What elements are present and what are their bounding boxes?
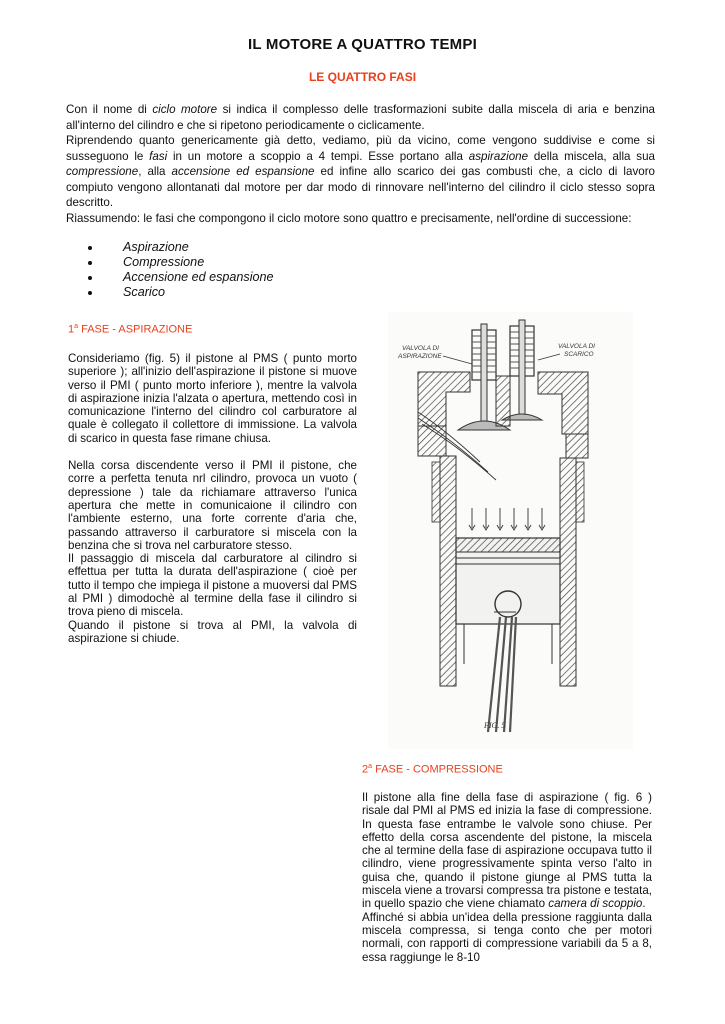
intro-paragraph-1: [66, 102, 655, 133]
cylinder-illustration: [388, 312, 633, 749]
section-heading-text: FASE - COMPRESSIONE: [372, 763, 503, 776]
intake-valve-label-1: VALVOLA DI: [402, 345, 439, 352]
figure-caption: FIG. 5: [484, 721, 506, 730]
connecting-rod: [488, 612, 516, 732]
piston: [456, 538, 560, 664]
page-title: IL MOTORE A QUATTRO TEMPI: [248, 36, 477, 53]
exhaust-valve-label-1: VALVOLA DI: [558, 343, 595, 350]
intro-paragraph-3: Riassumendo: le fasi che compongono il ciclo motore sono quattro e precisamente, nell'ordine di successione:: [66, 211, 632, 225]
intro-p2-emphasis-accensione: accensione ed espansione: [171, 165, 315, 178]
intro-p2-text-e: ed infine allo scarico dei gas combusti che, a ciclo di lavoro compiuto vengono allontanati dal motore per dar modo di rinnovare nell'interno del cilindro il ciclo stesso sopra descritto.: [66, 165, 656, 209]
engine-cylinder-figure: [388, 312, 633, 749]
exhaust-valve-label-2: SCARICO: [564, 351, 594, 358]
intro-p1-text-a: Con il nome di: [66, 103, 153, 116]
section-heading-compressione: [362, 763, 503, 776]
intro-p2-text-d: , alla: [138, 165, 172, 178]
section-heading-aspirazione: [68, 323, 192, 336]
cylinder-head: [418, 372, 588, 458]
intro-p2-text-a: Riprendendo quanto genericamente già detto, vediamo, più da vicino, come vengono suddivise e come si susseguono le: [66, 134, 655, 163]
list-item: Compressione: [88, 255, 274, 270]
section2-p1-text-a: Il pistone alla fine della fase di aspirazione ( fig. 6 ) risale dal PMI al PMS ed inizia la fase di compressione. In questa fase entrambe le valvole sono chiuse. Per effetto della corsa ascendente del pistone, la miscela che al termine della fase di aspirazione occupava tutto il cilindro, viene progressivamente spinta verso l'alto in guisa che, quando il pistone giunge al PMS tutta la miscela viene a trovarsi compressa tra pistone e testata, in quello spazio che viene chiamato: [362, 791, 652, 911]
section-ordinal: a: [368, 763, 373, 770]
section1-text: [68, 352, 357, 645]
intro-p2-text-b: in un motore a scoppio a 4 tempi. Esse portano alla: [167, 149, 469, 163]
section1-paragraph-1: Consideriamo (fig. 5) il pistone al PMS ( punto morto superiore ); all'inizio dell'aspirazione il pistone si muove verso il PMI ( punto morto inferiore ), mentre la valvola di aspirazione inizia l'alzata o apertura, mettendo così in comunicazione l'interno del cilindro col carburatore al quale è collegato il collettore di immissione. La valvola di scarico in questa fase rimane chiusa.: [68, 352, 357, 445]
phases-list: [88, 240, 274, 300]
section2-paragraph-1: [362, 791, 652, 911]
intro-p2-emphasis-compressione: compressione: [66, 165, 139, 178]
downward-arrows: [469, 508, 545, 530]
section-number: 2: [362, 763, 369, 776]
section2-text: [362, 791, 652, 964]
intro-p2-text-c: della miscela, alla sua: [528, 149, 655, 163]
section2-p1-text-b: .: [642, 897, 646, 911]
intake-valve-label-2: ASPIRAZIONE: [398, 353, 442, 360]
list-item: Accensione ed espansione: [88, 270, 274, 285]
section-number: 1: [68, 323, 75, 336]
intro-paragraph-2: [66, 133, 655, 211]
section2-p1-emphasis: camera di scoppio: [548, 897, 643, 911]
intro-p1-emphasis: ciclo motore: [152, 103, 218, 116]
section-heading-text: FASE - ASPIRAZIONE: [78, 323, 193, 336]
intro-p1-text-b: si indica il complesso delle trasformazioni subite dalla miscela di aria e benzina all'interno del cilindro e che si ripetono periodicamente o ciclicamente.: [66, 103, 655, 132]
list-item: Aspirazione: [88, 240, 274, 255]
intro-text: [66, 102, 655, 226]
list-item: Scarico: [88, 285, 274, 300]
intro-p2-emphasis-fasi: fasi: [149, 149, 168, 163]
section1-paragraph-4: Quando il pistone si trova al PMI, la valvola di aspirazione si chiude.: [68, 618, 357, 645]
section1-paragraph-2: Nella corsa discendente verso il PMI il pistone, che corre a perfetta tenuta nrl cilindro, provoca un vuoto ( depressione ) tale da richiamare attraverso l'unica apertura che mette in comunicaione il cilindro con l'ambiente esterno, una forte corrente d'aria che, passando attraverso il carburatore si miscela con la benzina che si trova nel carburatore stesso.: [68, 459, 357, 552]
intro-p2-emphasis-aspirazione: aspirazione: [468, 149, 529, 163]
section2-paragraph-2: Affinché si abbia un'idea della pressione raggiunta dalla miscela compressa, si tenga conto che per motori normali, con rapporti di compressione variabili da 5 a 8, essa raggiunge le 8-10: [362, 910, 652, 964]
section1-paragraph-3: Il passaggio di miscela dal carburatore al cilindro si effettua per tutta la durata dell'aspirazione ( cioè per tutto il tempo che impiega il pistone a muoversi dal PMS al PMI ) dimodochè al termine della fase il cilindro si trova pieno di miscela.: [68, 552, 357, 619]
page-subtitle: LE QUATTRO FASI: [308, 70, 417, 84]
section-ordinal: a: [74, 323, 79, 330]
